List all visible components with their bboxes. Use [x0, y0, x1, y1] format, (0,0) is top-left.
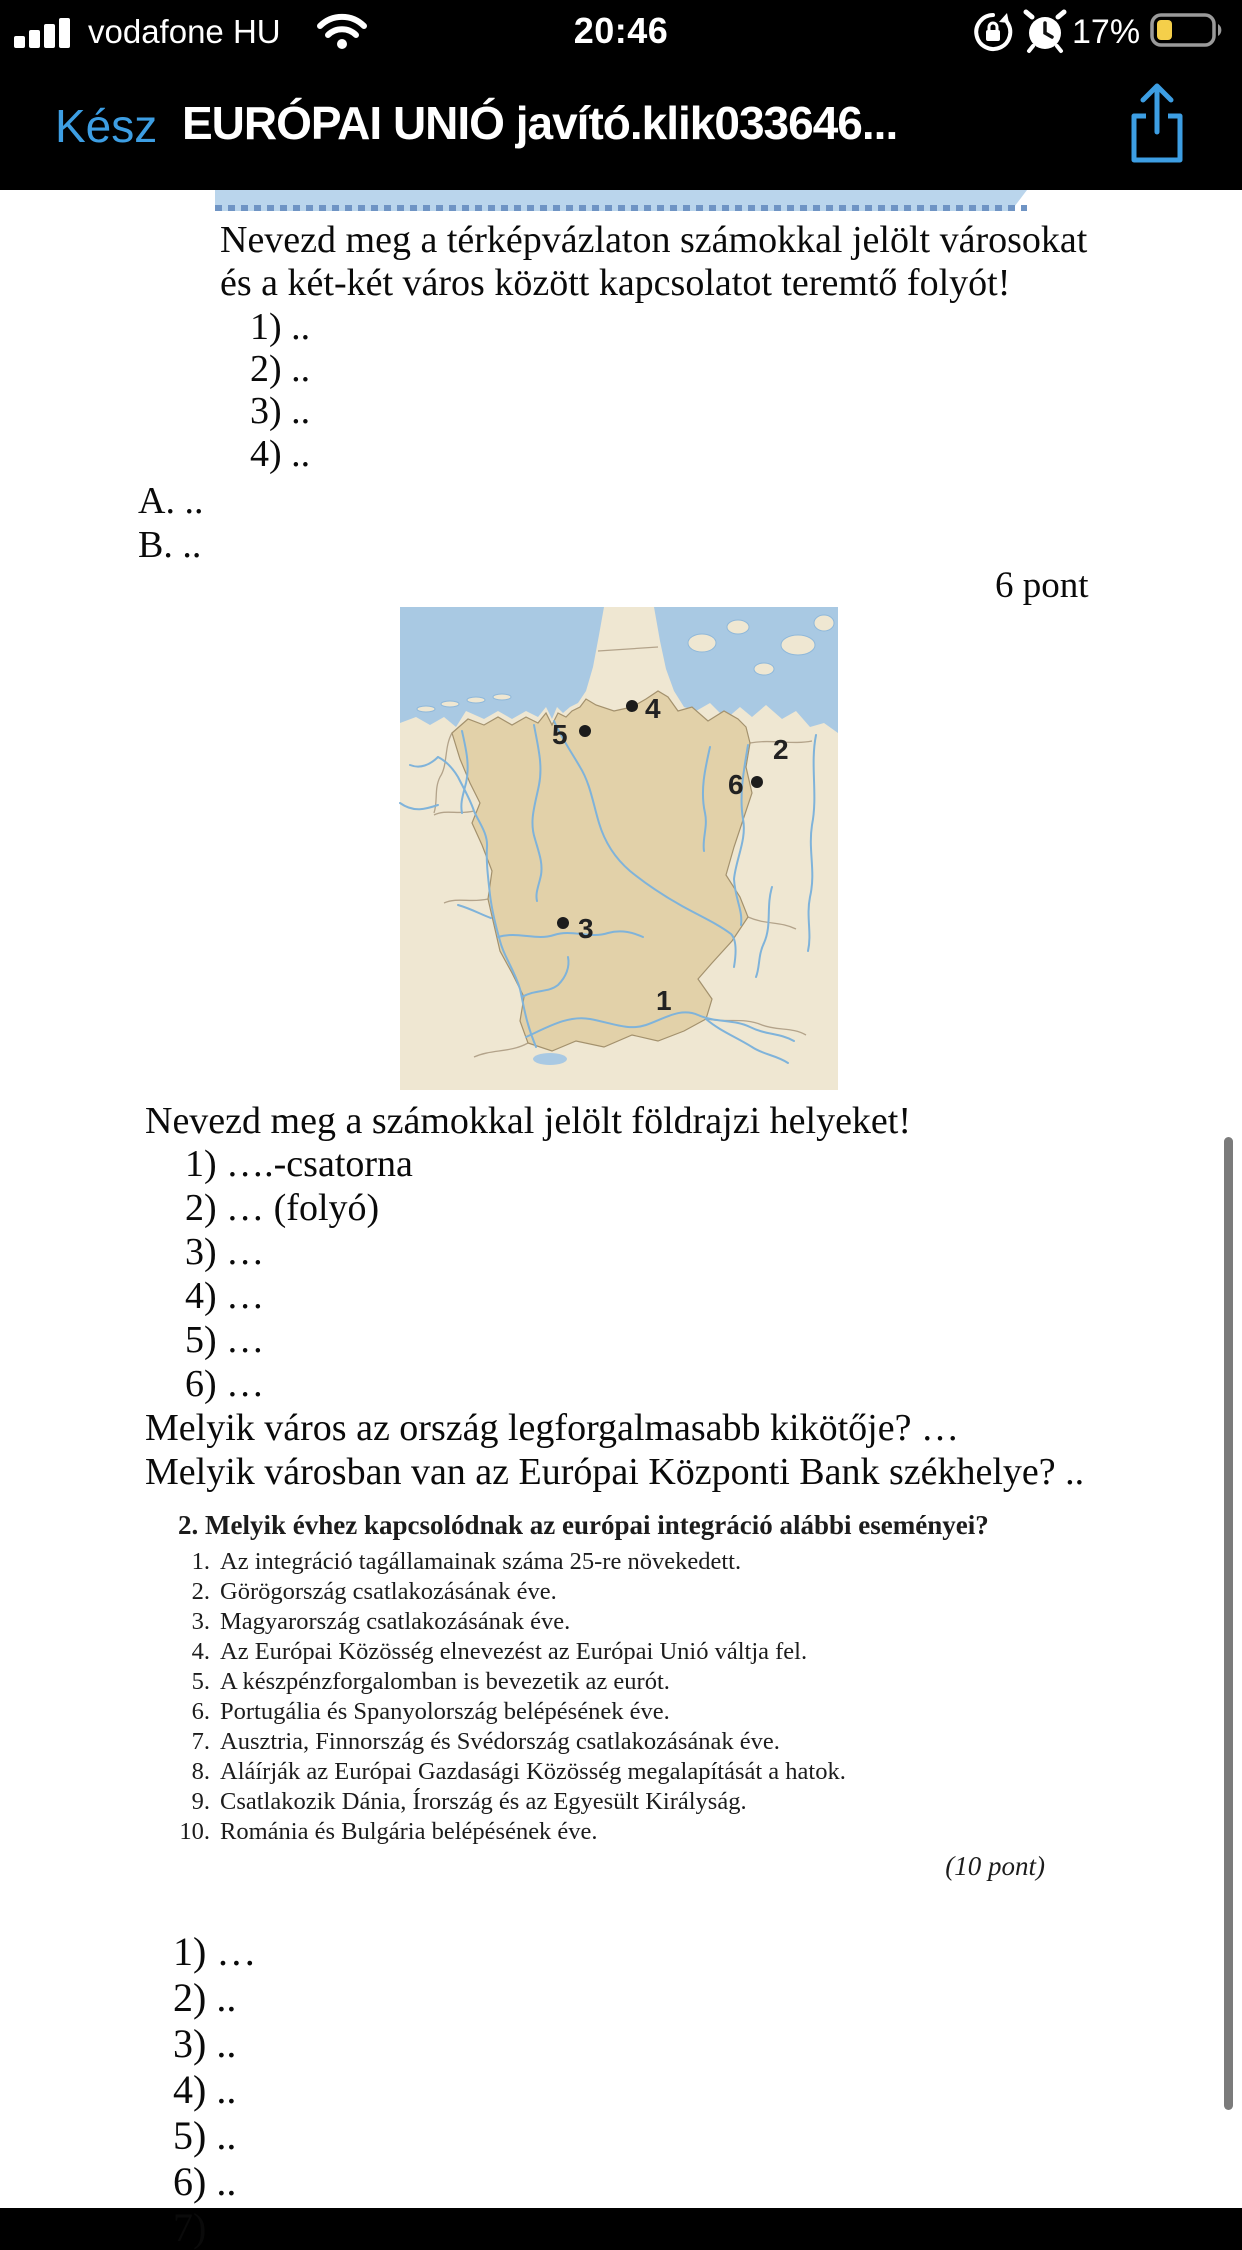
q2-question-port: Melyik város az ország legforgalmasabb kikötője? … [145, 1407, 959, 1449]
q1-item: 3) .. [250, 390, 311, 432]
exercise2-item: 10. Románia és Bulgária belépésének éve. [179, 1818, 598, 1845]
exercise2-item: 6. Portugália és Spanyolország belépésének éve. [191, 1698, 670, 1725]
map-dot-3 [557, 917, 569, 929]
map-dot-5 [579, 725, 591, 737]
done-button[interactable]: Kész [55, 100, 158, 152]
share-button[interactable] [1124, 80, 1190, 168]
q2-question-bank: Melyik városban van az Európai Központi Bank székhelye? .. [145, 1451, 1085, 1493]
exercise2-item: 2. Görögország csatlakozásának éve. [191, 1578, 557, 1605]
map-dot-4 [626, 700, 638, 712]
alarm-icon [1022, 9, 1068, 55]
battery-percent-label: 17% [1072, 13, 1141, 51]
document-title: EURÓPAI UNIÓ javító.klik033646... [182, 97, 898, 149]
clock-time: 20:46 [573, 10, 669, 51]
q2-item: 4) … [185, 1275, 265, 1317]
map-marker-label: 5 [552, 719, 568, 750]
exercise2-item: 7. Ausztria, Finnország és Svédország csatlakozásának éve. [191, 1728, 780, 1755]
q2-item: 5) … [185, 1319, 265, 1361]
q1-prompt-line1: Nevezd meg a térképvázlaton számokkal jelölt városokat [220, 219, 1088, 261]
map-marker-label: 1 [656, 985, 672, 1016]
map-marker-label: 4 [645, 693, 661, 724]
map-dot-6 [751, 776, 763, 788]
germany-map-image [400, 607, 838, 1090]
map-marker-label: 3 [578, 913, 594, 944]
exercise2-item: 3. Magyarország csatlakozásának éve. [191, 1608, 571, 1635]
q1-item: 4) .. [250, 433, 311, 475]
scrollbar[interactable] [1224, 1137, 1233, 2110]
answer-blank: 5) .. [173, 2113, 237, 2158]
exercise2-item: 1. Az integráció tagállamainak száma 25-re növekedett. [191, 1548, 742, 1575]
exercise2-item: 9. Csatlakozik Dánia, Írország és az Egyesült Királyság. [191, 1788, 747, 1815]
answer-blank: 7) [173, 2205, 207, 2250]
battery-icon [1150, 13, 1226, 47]
q2-item: 2) … (folyó) [185, 1187, 380, 1229]
q1-prompt-line2: és a két-két város között kapcsolatot teremtő folyót! [220, 262, 1011, 304]
exercise2-item: 8. Aláírják az Európai Gazdasági Közösség megalapítását a hatok. [191, 1758, 846, 1785]
map-marker-label: 2 [773, 734, 789, 765]
q1-item: 1) .. [250, 306, 311, 348]
highlight-bar-dashed-border [215, 205, 1027, 211]
q2-item: 6) … [185, 1363, 265, 1405]
q2-prompt: Nevezd meg a számokkal jelölt földrajzi helyeket! [145, 1100, 912, 1142]
answer-blank: 2) .. [173, 1975, 237, 2020]
q2-item: 3) … [185, 1231, 265, 1273]
document-page[interactable] [0, 190, 1242, 2250]
q1-letter-item: A. .. [138, 480, 204, 522]
exercise2-list [150, 1547, 1110, 1847]
map-marker-label: 6 [728, 769, 744, 800]
q1-points-label: 6 pont [995, 565, 1089, 606]
carrier-label: vodafone HU [88, 13, 281, 50]
q1-letter-item: B. .. [138, 524, 202, 566]
answer-blank: 4) .. [173, 2067, 237, 2112]
header [0, 0, 1242, 190]
exercise2-points-label: (10 pont) [945, 1851, 1045, 1881]
q1-item: 2) .. [250, 348, 311, 390]
exercise2-heading: 2. Melyik évhez kapcsolódnak az európai integráció alábbi eseményei? [178, 1510, 989, 1540]
answer-blank: 3) .. [173, 2021, 237, 2066]
answer-blank: 1) … [173, 1929, 257, 1974]
exercise2-item: 5. A készpénzforgalomban is bevezetik az eurót. [191, 1668, 670, 1695]
answer-blank: 6) .. [173, 2159, 237, 2204]
exercise2-item: 4. Az Európai Közösség elnevezést az Európai Unió váltja fel. [191, 1638, 808, 1665]
q2-item: 1) ….-csatorna [185, 1143, 413, 1185]
orientation-lock-icon [972, 11, 1014, 53]
